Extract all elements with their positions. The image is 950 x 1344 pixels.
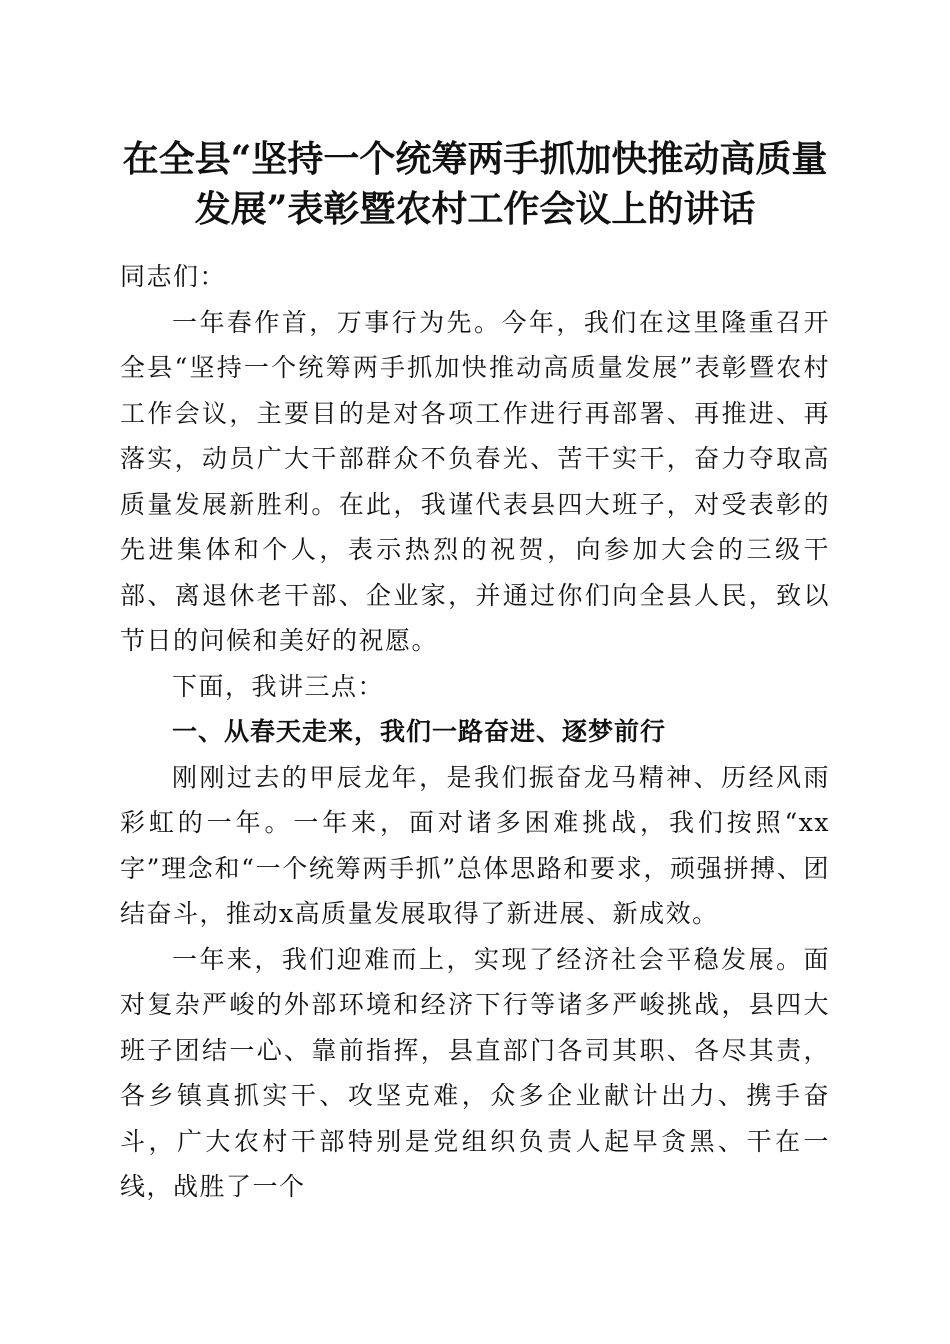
- paragraph-section1-1: 刚刚过去的甲辰龙年，是我们振奋龙马精神、历经风雨彩虹的一年。一年来，面对诸多困难挑战，我们按照“xx字”理念和“一个统筹两手抓”总体思路和要求，顽强拼搏、团结奋斗，推动x高质量发展取得了新进展、新成效。: [120, 762, 830, 928]
- title-line-2: 发展”表彰暨农村工作会议上的讲话: [194, 188, 756, 230]
- paragraph-section1-2: 一年来，我们迎难而上，实现了经济社会平稳发展。面对复杂严峻的外部环境和经济下行等诸多严峻挑战，县四大班子团结一心、靠前指挥，县直部门各司其职、各尽其责，各乡镇真抓实干、攻坚克难，众多企业献计出力、携手奋斗，广大农村干部特别是党组织负责人起早贪黑、干在一线，战胜了一个: [120, 944, 830, 1201]
- salutation: 同志们：: [120, 262, 227, 291]
- title-line-1: 在全县“坚持一个统筹两手抓加快推动高质量: [122, 138, 828, 180]
- paragraph-opening: 一年春作首，万事行为先。今年，我们在这里隆重召开全县“坚持一个统筹两手抓加快推动高质量发展”表彰暨农村工作会议，主要目的是对各项工作进行再部署、再推进、再落实，动员广大干部群众不负春光、苦干实干，奋力夺取高质量发展新胜利。在此，我谨代表县四大班子，对受表彰的先进集体和个人，表示热烈的祝贺，向参加大会的三级干部、离退休老干部、企业家，并通过你们向全县人民，致以节日的问候和美好的祝愿。: [120, 307, 830, 655]
- document-title: [100, 134, 850, 234]
- paragraph-intro-points: 下面，我讲三点：: [172, 671, 385, 701]
- document-body: [120, 254, 830, 1210]
- section-heading-1: 一、从春天走来，我们一路奋进、逐梦前行: [172, 717, 667, 746]
